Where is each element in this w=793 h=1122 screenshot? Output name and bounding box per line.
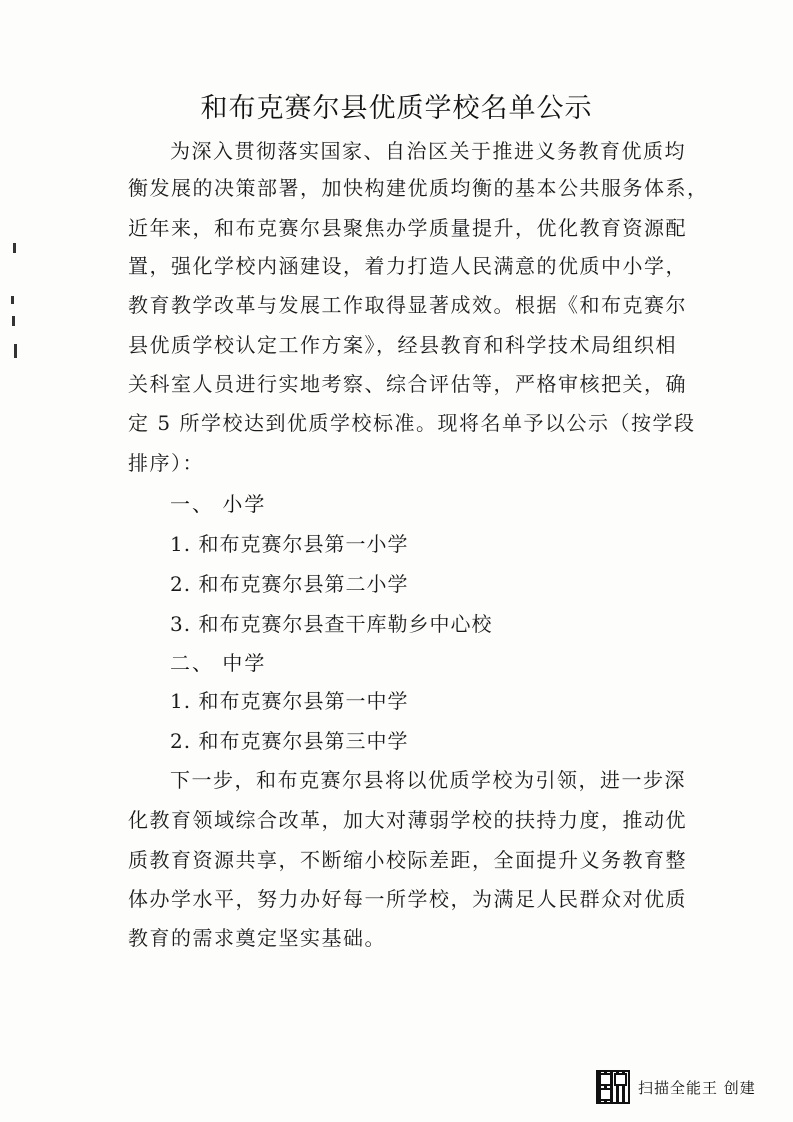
school-list-item: 2. 和布克赛尔县第三中学 (170, 729, 409, 753)
school-list-item: 1. 和布克赛尔县第一中学 (170, 689, 409, 713)
intro-line: 置，强化学校内涵建设，着力打造人民满意的优质中小学， (128, 254, 687, 278)
closing-line: 下一步，和布克赛尔县将以优质学校为引领，进一步深 (170, 768, 686, 792)
intro-line: 近年来，和布克赛尔县聚焦办学质量提升，优化教育资源配 (128, 216, 687, 240)
intro-line: 教育教学改革与发展工作取得显著成效。根据《和布克赛尔 (128, 293, 687, 317)
school-list-item: 1. 和布克赛尔县第一小学 (170, 532, 409, 556)
school-list-item: 3. 和布克赛尔县查干库勒乡中心校 (170, 612, 493, 636)
document-title: 和布克赛尔县优质学校名单公示 (200, 93, 593, 124)
watermark-text: 扫描全能王 创建 (638, 1078, 756, 1097)
school-list-item: 2. 和布克赛尔县第二小学 (170, 572, 409, 596)
intro-line: 排序）： (128, 451, 204, 475)
scan-margin-mark (13, 243, 16, 253)
section-heading-primary: 一、 小学 (170, 492, 267, 516)
scanner-watermark (596, 1068, 756, 1106)
intro-line: 衡发展的决策部署，加快构建优质均衡的基本公共服务体系， (128, 176, 709, 200)
intro-line: 县优质学校认定工作方案》，经县教育和科学技术局组织相 (128, 333, 677, 357)
closing-line: 教育的需求奠定坚实基础。 (128, 926, 386, 950)
intro-line: 关科室人员进行实地考察、综合评估等，严格审核把关，确 (128, 372, 687, 396)
section-heading-secondary: 二、 中学 (170, 651, 267, 675)
closing-line: 化教育领域综合改革，加大对薄弱学校的扶持力度，推动优 (128, 808, 687, 832)
scan-margin-mark (14, 344, 17, 358)
closing-line: 质教育资源共享，不断缩小校际差距，全面提升义务教育整 (128, 848, 687, 872)
closing-line: 体办学水平，努力办好每一所学校，为满足人民群众对优质 (128, 887, 687, 911)
intro-line: 为深入贯彻落实国家、自治区关于推进义务教育优质均 (170, 139, 686, 163)
intro-line: 定 5 所学校达到优质学校标准。现将名单予以公示（按学段 (128, 411, 696, 435)
scan-margin-mark (12, 316, 15, 326)
scan-margin-mark (11, 296, 14, 304)
qr-code-icon (596, 1070, 630, 1104)
